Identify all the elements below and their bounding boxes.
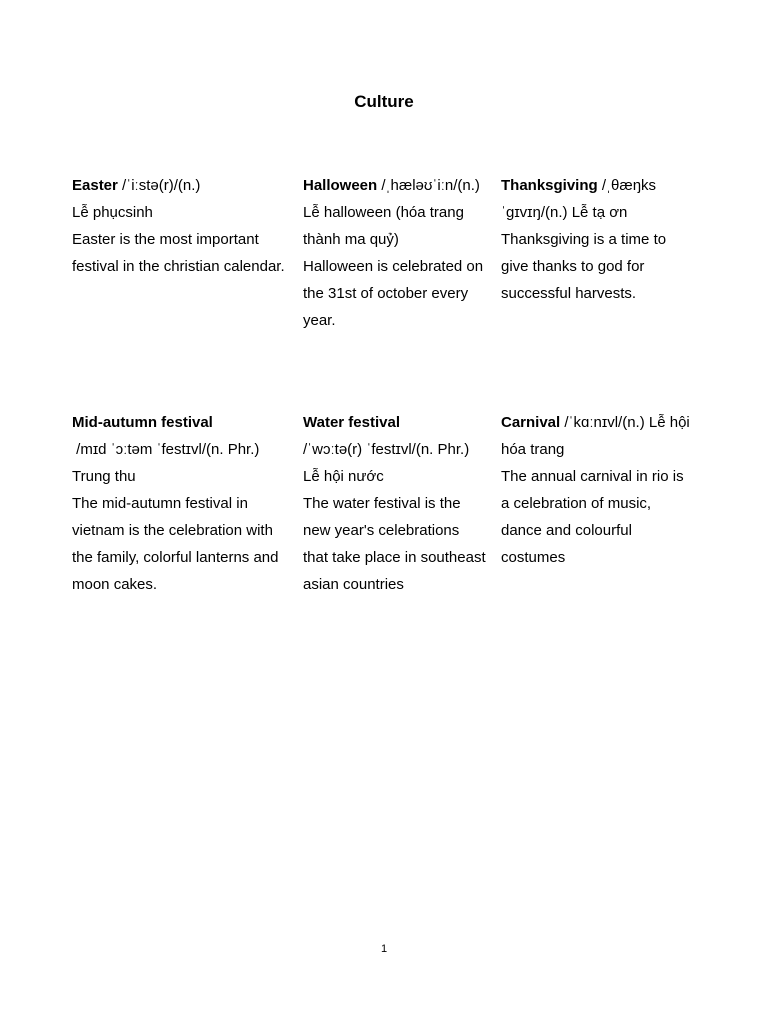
- entry-word: Carnival: [501, 414, 561, 431]
- entry-first-line: [72, 409, 279, 436]
- entry-carnival: [501, 409, 690, 571]
- entry-word: Thanksgiving: [501, 177, 598, 194]
- page-title: Culture: [354, 92, 414, 111]
- page-number: 1: [380, 943, 388, 955]
- entry-first-line: [72, 172, 285, 199]
- translation: thành ma quỷ): [303, 231, 399, 248]
- description-line: vietnam is the celebration with: [72, 522, 273, 539]
- description-line: year.: [303, 312, 336, 329]
- description-line: the family, colorful lanterns and: [72, 549, 279, 566]
- entry-first-line: [303, 172, 483, 199]
- translation: Trung thu: [72, 468, 136, 485]
- pronunciation: /ˈwɔːtə(r) ˈfestɪvl/(n. Phr.): [303, 441, 470, 458]
- entry-word: Water festival: [303, 414, 400, 431]
- description-line: The annual carnival in rio is: [501, 468, 684, 485]
- description-line: Halloween is celebrated on: [303, 258, 484, 275]
- entry-first-line: [501, 172, 666, 199]
- description-line: The water festival is the: [303, 495, 461, 512]
- description-line: moon cakes.: [72, 576, 158, 593]
- description-line: give thanks to god for: [501, 258, 645, 275]
- entry-first-line: [303, 409, 486, 436]
- entry-easter: [72, 172, 285, 280]
- translation: hóa trang: [501, 441, 565, 458]
- description-line: asian countries: [303, 576, 404, 593]
- description-line: costumes: [501, 549, 566, 566]
- description-line: Easter is the most important: [72, 231, 259, 248]
- entry-halloween: [303, 172, 483, 334]
- translation: Lễ phụcsinh: [72, 204, 153, 221]
- pronunciation: /ˈkɑːnɪvl/(n.) Lễ hội: [560, 414, 690, 431]
- description-line: dance and colourful: [501, 522, 632, 539]
- description-line: that take place in southeast: [303, 549, 486, 566]
- description-line: the 31st of october every: [303, 285, 469, 302]
- entry-word: Easter: [72, 177, 118, 194]
- description-line: new year's celebrations: [303, 522, 460, 539]
- entry-first-line: [501, 409, 690, 436]
- translation: Lễ halloween (hóa trang: [303, 204, 464, 221]
- entry-word: Mid-autumn festival: [72, 414, 213, 431]
- description-line: The mid-autumn festival in: [72, 495, 248, 512]
- pronunciation: /mɪd ˈɔːtəm ˈfestɪvl/(n. Phr.): [72, 441, 260, 458]
- translation: Lễ hội nước: [303, 468, 384, 485]
- entry-mid-autumn-festival: [72, 409, 279, 598]
- pronunciation: /ˈiːstə(r)/(n.): [117, 177, 201, 194]
- pronunciation: /ˌθæŋks: [597, 177, 657, 194]
- entry-word: Halloween: [303, 177, 378, 194]
- description-line: successful harvests.: [501, 285, 637, 302]
- description-line: a celebration of music,: [501, 495, 652, 512]
- entry-water-festival: [303, 409, 486, 598]
- entry-thanksgiving: [501, 172, 666, 307]
- pronunciation: /ˌhæləʊˈiːn/(n.): [377, 177, 480, 194]
- description-line: festival in the christian calendar.: [72, 258, 285, 275]
- description-line: Thanksgiving is a time to: [501, 231, 667, 248]
- pronunciation-translation: ˈɡɪvɪŋ/(n.) Lễ tạ ơn: [501, 204, 628, 221]
